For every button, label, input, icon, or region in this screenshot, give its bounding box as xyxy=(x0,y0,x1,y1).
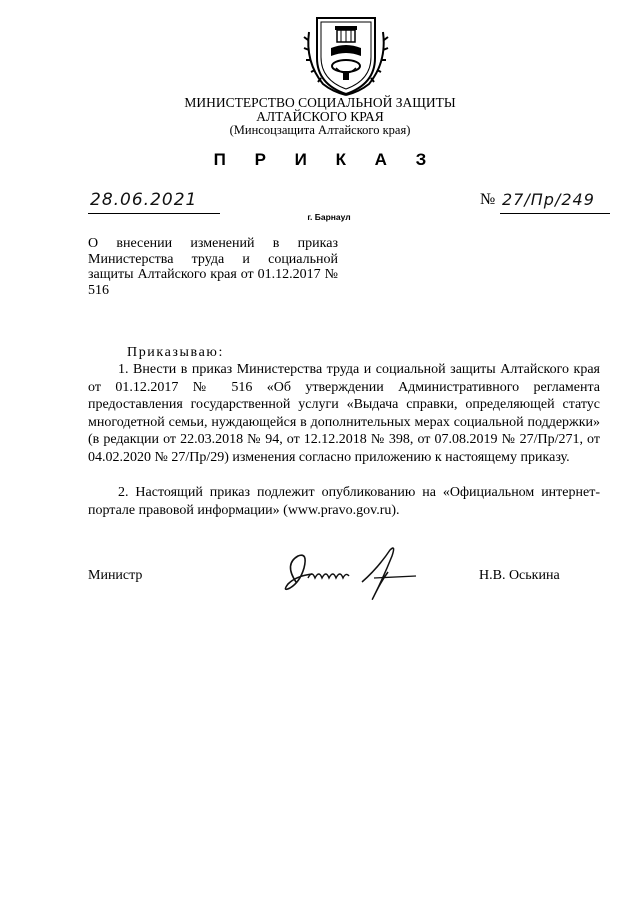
order-number: 27/Пр/249 xyxy=(502,190,595,209)
signer-name: Н.В. Оськина xyxy=(479,568,560,583)
number-label: № xyxy=(480,191,496,208)
coat-of-arms-icon xyxy=(303,12,389,96)
document-type-title: П Р И К А З xyxy=(213,150,439,169)
org-name-short: (Минсоцзащита Алтайского края) xyxy=(229,123,411,137)
date-field xyxy=(88,189,220,214)
handwritten-signature xyxy=(278,542,418,604)
signer-role: Министр xyxy=(88,568,143,583)
city-label: г. Барнаул xyxy=(307,212,351,222)
order-date: 28.06.2021 xyxy=(90,190,198,210)
org-name-line2: АЛТАЙСКОГО КРАЯ xyxy=(256,109,384,124)
order-intro: Приказываю: xyxy=(127,345,224,360)
order-paragraph-2: 2. Настоящий приказ подлежит опубликованию на «Официальном интернет-портале правовой информации» (www.pravo.gov.ru). xyxy=(88,485,600,518)
order-paragraph-1: 1. Внести в приказ Министерства труда и социальной защиты Алтайского края от 01.12.2017 № 516 «Об утверждении Административного регламента предоставления государственной услуги «Выдача справки, определяющей статус многодетной семьи, нуждающейся в дополнительных мерах социальной поддержки» (в редакции от 22.03.2018 № 94, от 12.12.2018 № 398, от 07.08.2019 № 27/Пр/271, от 04.02.2020 № 27/Пр/29) изменения согласно приложению к настоящему приказу. xyxy=(88,362,600,465)
order-subject: О внесении изменений в приказ Министерства труда и социальной защиты Алтайского края от 01.12.2017 № 516 xyxy=(88,236,338,298)
number-field xyxy=(500,189,610,214)
org-name-line1: МИНИСТЕРСТВО СОЦИАЛЬНОЙ ЗАЩИТЫ xyxy=(184,95,456,110)
